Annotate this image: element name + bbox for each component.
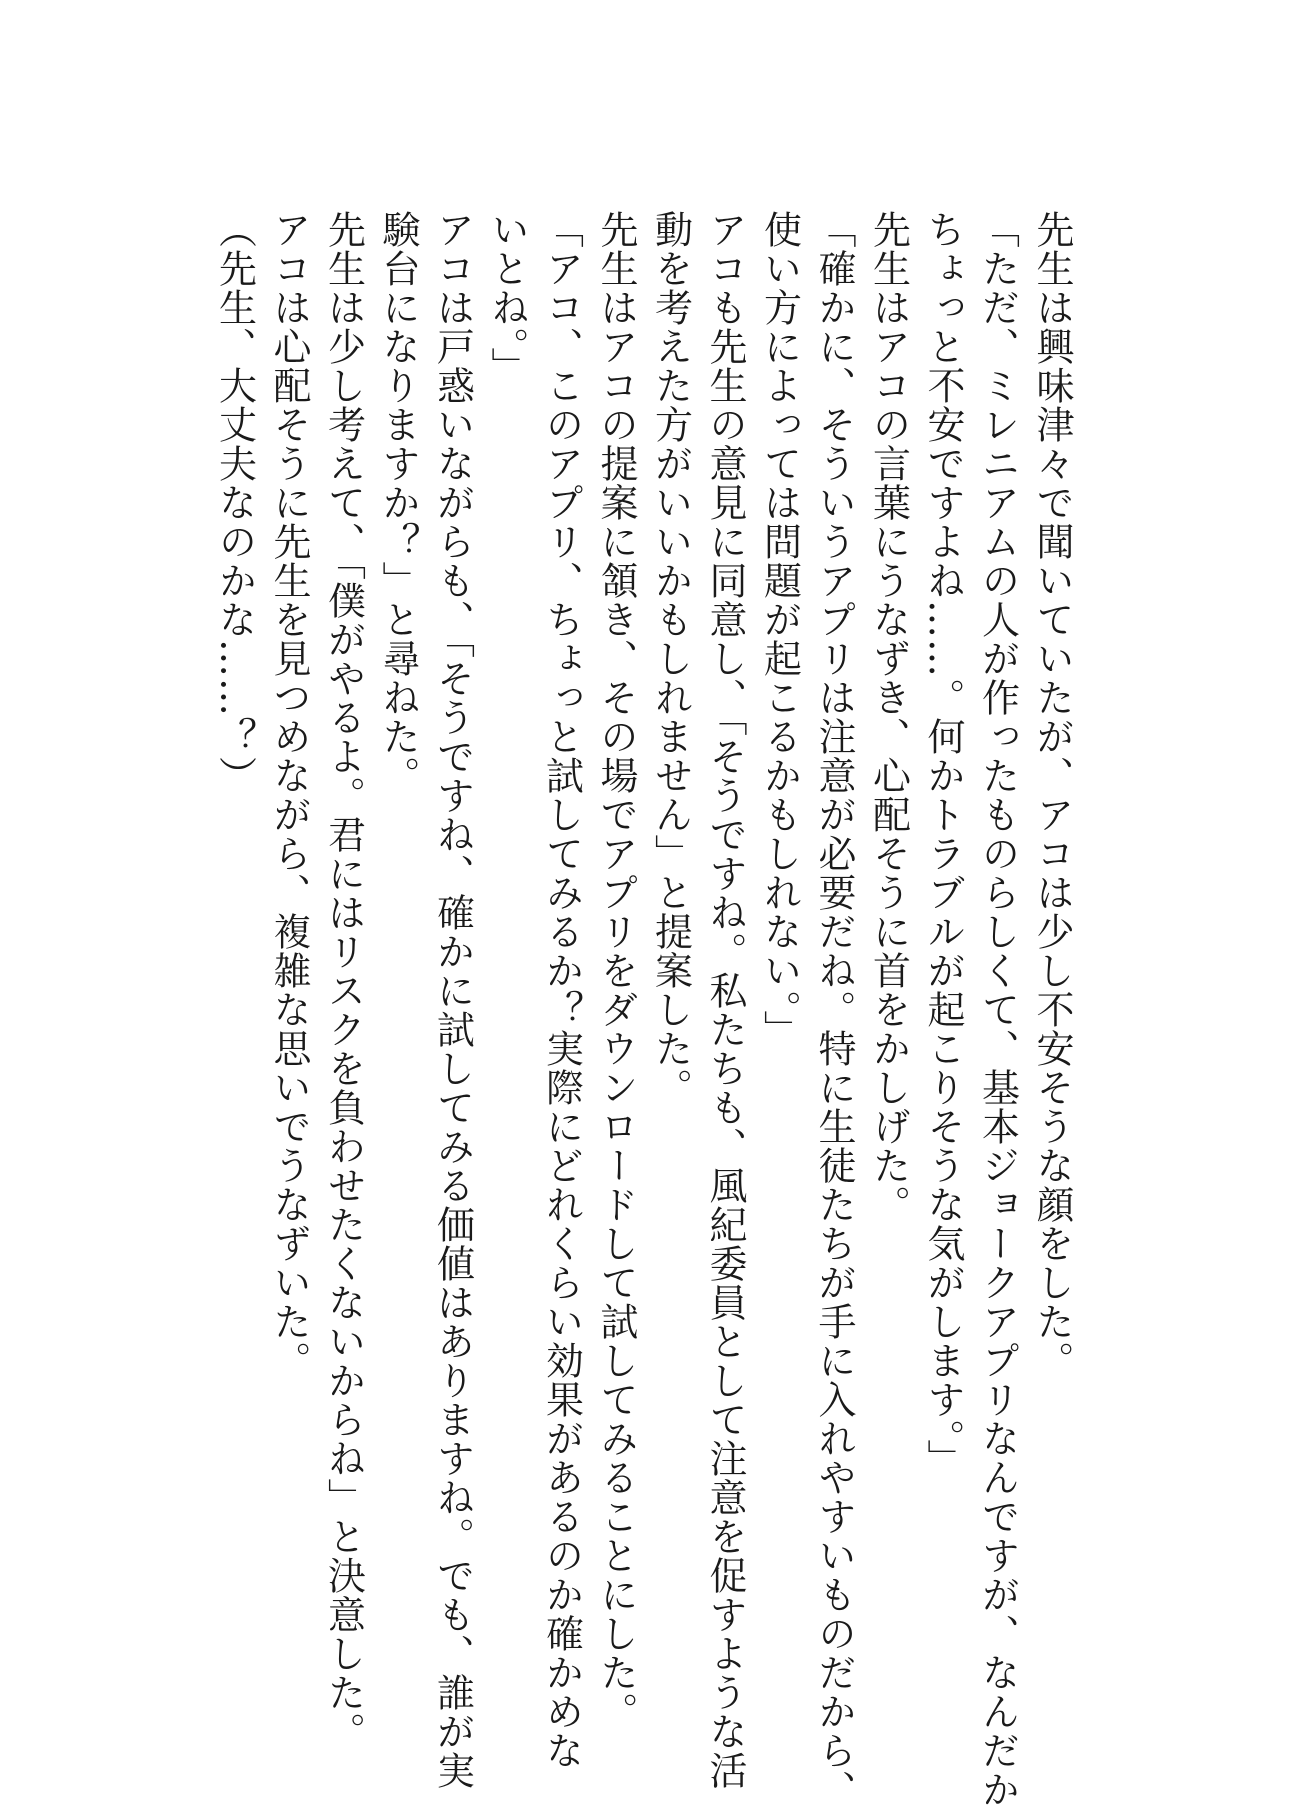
text-line: 「アコ、このアプリ、ちょっと試してみるか？実際にどれくらい効果があるのか確かめな <box>539 210 584 1770</box>
text-line: 動を考えた方がいいかもしれません」と提案した。 <box>648 210 693 1107</box>
text-line: 「確かに、そういうアプリは注意が必要だね。特に生徒たちが手に入れやすいものだから、 <box>812 210 856 1809</box>
text-line: アコは戸惑いながらも、「そうですね、確かに試してみる価値はありますね。でも、誰が実 <box>430 210 475 1790</box>
text-line: 先生はアコの提案に頷き、その場でアプリをダウンロードして試してみることにした。 <box>594 210 638 1731</box>
text-line: アコは心配そうに先生を見つめながら、複雑な思いでうなずいた。 <box>267 210 311 1380</box>
text-line: いとね。」 <box>485 210 529 386</box>
text-line: アコも先生の意見に同意し、「そうですね。私たちも、風紀委員として注意を促すような活 <box>703 210 747 1790</box>
text-line: 先生は少し考えて、「僕がやるよ。君にはリスクを負わせたくないからね」と決意した。 <box>321 210 366 1751</box>
text-line: ちょっと不安ですよね……。何かトラブルが起こりそうな気がします。」 <box>921 210 965 1478</box>
text-line: 先生はアコの言葉にうなずき、心配そうに首をかしげた。 <box>866 210 911 1224</box>
text-line: 使い方によっては問題が起こるかもしれない。」 <box>757 210 802 1049</box>
vertical-text-body <box>209 210 1079 1809</box>
text-line: 験台になりますか？」と尋ねた。 <box>376 210 420 795</box>
text-line: 「ただ、ミレニアムの人が作ったものらしくて、基本ジョークアプリなんですが、なんだか <box>975 210 1020 1809</box>
text-line: 先生は興味津々で聞いていたが、アコは少し不安そうな顔をした。 <box>1030 210 1074 1380</box>
text-line: （先生、大丈夫なのかな……？） <box>212 210 257 795</box>
